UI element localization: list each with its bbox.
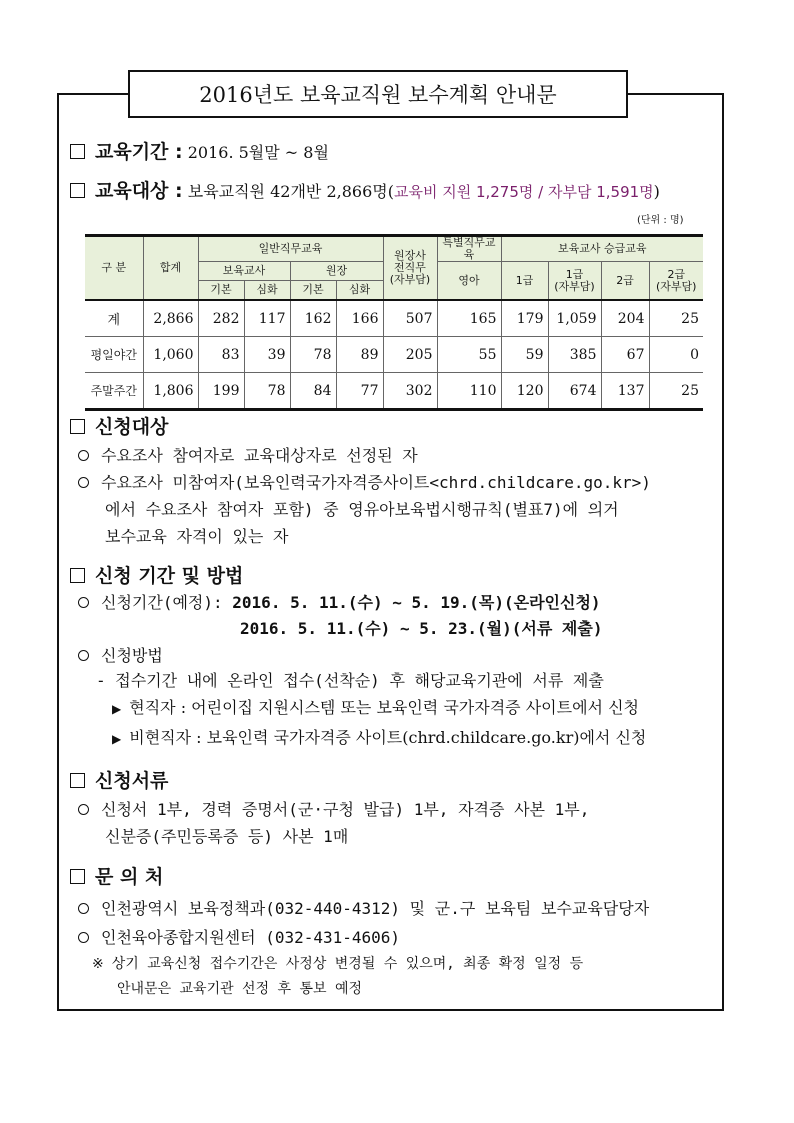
checkbox-icon: [70, 568, 85, 583]
table-cell: 59: [501, 337, 548, 373]
section-applicants: [70, 412, 168, 439]
unit-label: (단위 : 명): [637, 215, 684, 226]
checkbox-icon: [70, 419, 85, 434]
note-cont: 안내문은 교육기관 선정 후 통보 예정: [117, 981, 363, 997]
target-detail: 교육비 지원 1,275명 / 자부담 1,591명: [393, 183, 654, 201]
table-cell: 67: [601, 337, 649, 373]
table-cell: 평일야간: [85, 337, 143, 373]
section-contact: [70, 862, 163, 889]
table-row: [85, 373, 703, 410]
list-item: 수요조사 미참여자(보육인력국가자격증사이트<chrd.childcare.go.kr>): [78, 470, 651, 493]
table-cell: 674: [548, 373, 601, 410]
table-cell: 78: [244, 373, 290, 410]
header-general: 일반직무교육: [198, 236, 383, 262]
target-row: [70, 176, 660, 203]
table-cell: 1,059: [548, 300, 601, 337]
table-cell: 507: [383, 300, 437, 337]
list-item: 인천광역시 보육정책과(032-440-4312) 및 군.구 보육팀 보수교육담당자: [78, 896, 649, 919]
table-row: [85, 300, 703, 337]
table-cell: 205: [383, 337, 437, 373]
section-heading: 문 의 처: [95, 866, 164, 888]
header-grade1-self: 1급 (자부담): [548, 262, 601, 301]
table-cell: 55: [437, 337, 501, 373]
triangle-bullet-icon: ▶: [112, 732, 122, 746]
circle-bullet-icon: [78, 804, 89, 815]
table-cell: 1,060: [143, 337, 198, 373]
header-director: 원장: [290, 262, 383, 281]
table-cell: 1,806: [143, 373, 198, 410]
table-cell: 0: [649, 337, 703, 373]
table-cell: 84: [290, 373, 336, 410]
target-close: ): [653, 182, 660, 201]
section-heading: 신청 기간 및 방법: [95, 565, 244, 587]
table-cell: 385: [548, 337, 601, 373]
period-label: 교육기간 :: [95, 141, 183, 163]
header-advanced: 심화: [336, 281, 383, 301]
table-cell: 162: [290, 300, 336, 337]
table-cell: 77: [336, 373, 383, 410]
list-item: 인천육아종합지원센터 (032-431-4606): [78, 925, 400, 948]
table-cell: 165: [437, 300, 501, 337]
header-grade2: 2급: [601, 262, 649, 301]
table-cell: 137: [601, 373, 649, 410]
target-label: 교육대상 :: [95, 180, 183, 202]
method-desc: - 접수기간 내에 온라인 접수(선착순) 후 해당교육기관에 서류 제출: [96, 671, 604, 690]
training-plan-table: [85, 234, 703, 411]
table-cell: 302: [383, 373, 437, 410]
table-cell: 179: [501, 300, 548, 337]
table-cell: 25: [649, 373, 703, 410]
section-heading: 신청대상: [95, 416, 169, 438]
table-cell: 83: [198, 337, 244, 373]
circle-bullet-icon: [78, 650, 89, 661]
table-cell: 89: [336, 337, 383, 373]
table-cell: 계: [85, 300, 143, 337]
list-item-cont: 에서 수요조사 참여자 포함) 중 영유아보육법시행규칙(별표7)에 의거: [105, 500, 619, 519]
table-cell: 110: [437, 373, 501, 410]
list-item: ▶ 현직자 : 어린이집 지원시스템 또는 보육인력 국가자격증 사이트에서 신청: [112, 698, 639, 717]
table-cell: 117: [244, 300, 290, 337]
period-row: [70, 137, 329, 164]
table-cell: 25: [649, 300, 703, 337]
header-basic: 기본: [198, 281, 244, 301]
table-cell: 주말주간: [85, 373, 143, 410]
triangle-bullet-icon: ▶: [112, 702, 122, 716]
list-item-cont: 보수교육 자격이 있는 자: [105, 527, 289, 546]
section-heading: 신청서류: [95, 770, 169, 792]
checkbox-icon: [70, 183, 85, 198]
checkbox-icon: [70, 773, 85, 788]
note: ※ 상기 교육신청 접수기간은 사정상 변경될 수 있으며, 최종 확정 일정 등: [92, 956, 584, 972]
table-cell: 166: [336, 300, 383, 337]
header-grade2-self: 2급 (자부담): [649, 262, 703, 301]
period-value: 2016. 5월말 ~ 8월: [187, 143, 329, 162]
list-item: 신청기간(예정): 2016. 5. 11.(수) ~ 5. 19.(목)(온라인신청): [78, 590, 601, 613]
circle-bullet-icon: [78, 932, 89, 943]
section-apply-period: [70, 561, 243, 588]
checkbox-icon: [70, 144, 85, 159]
header-grade1: 1급: [501, 262, 548, 301]
header-special: 특별직무교육: [437, 236, 501, 262]
list-item: ▶ 비현직자 : 보육인력 국가자격증 사이트(chrd.childcare.go.kr)에서 신청: [112, 728, 647, 747]
header-infant: 영아: [437, 262, 501, 301]
list-item: 수요조사 참여자로 교육대상자로 선정된 자: [78, 443, 418, 466]
header-director-transfer: 원장사 전직무 (자부담): [383, 236, 437, 301]
header-category: 구 분: [85, 236, 143, 301]
header-advanced: 심화: [244, 281, 290, 301]
list-item: 신청서 1부, 경력 증명서(군·구청 발급) 1부, 자격증 사본 1부,: [78, 797, 589, 820]
header-upgrade: 보육교사 승급교육: [501, 236, 703, 262]
table-row: [85, 337, 703, 373]
note-mark-icon: ※: [92, 956, 104, 972]
table-cell: 2,866: [143, 300, 198, 337]
table-cell: 78: [290, 337, 336, 373]
list-item: 신청방법: [78, 643, 163, 666]
table-cell: 282: [198, 300, 244, 337]
circle-bullet-icon: [78, 450, 89, 461]
checkbox-icon: [70, 869, 85, 884]
header-teacher: 보육교사: [198, 262, 290, 281]
page-title: 2016년도 보육교직원 보수계획 안내문: [128, 70, 628, 118]
table-cell: 199: [198, 373, 244, 410]
header-total: 합계: [143, 236, 198, 301]
table-cell: 120: [501, 373, 548, 410]
table-cell: 39: [244, 337, 290, 373]
target-value: 보육교직원 42개반 2,866명(: [187, 182, 394, 201]
header-basic: 기본: [290, 281, 336, 301]
list-item-cont: 신분증(주민등록증 등) 사본 1매: [105, 827, 349, 846]
circle-bullet-icon: [78, 477, 89, 488]
docs-period: 2016. 5. 11.(수) ~ 5. 23.(월)(서류 제출): [240, 619, 603, 638]
circle-bullet-icon: [78, 903, 89, 914]
table-cell: 204: [601, 300, 649, 337]
section-documents: [70, 766, 168, 793]
circle-bullet-icon: [78, 597, 89, 608]
